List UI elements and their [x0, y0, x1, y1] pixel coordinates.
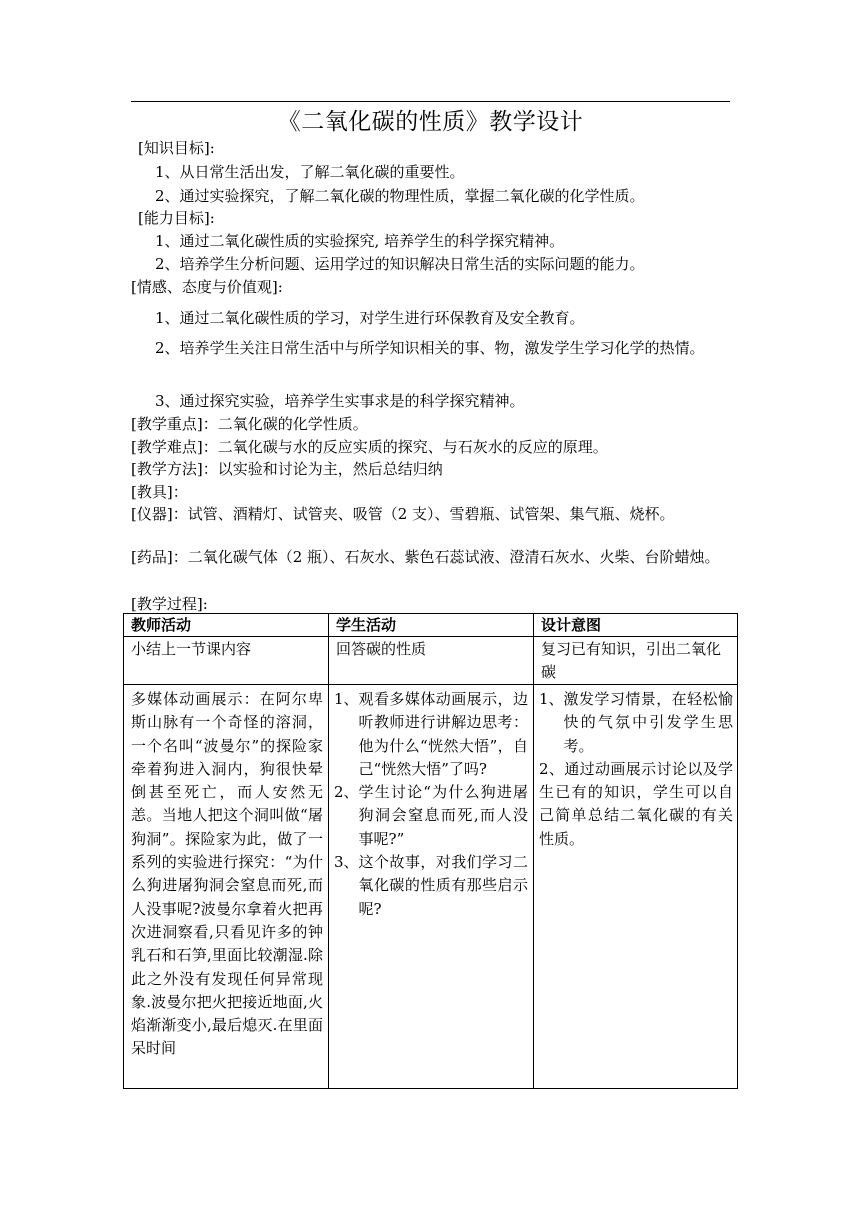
list-number: 1、: [334, 690, 359, 708]
header-rule: [131, 101, 730, 102]
knowledge-goal-label: [知识目标]:: [138, 139, 215, 157]
emotion-goal-item-1: 1、通过二氧化碳性质的学习，对学生进行环保教育及安全教育。: [155, 309, 585, 327]
list-text: 这个故事，对我们学习二氧化碳的性质有那些启示呢?: [358, 853, 528, 918]
table-border-right: [737, 613, 738, 1088]
table-col-divider-1: [328, 613, 329, 1088]
list-text: 激发学习情景，在轻松愉快的气氛中引发学生思考。: [563, 690, 733, 755]
list-number: 2、: [334, 783, 359, 802]
reagents: [药品]：二氧化碳气体（2 瓶）、石灰水、紫色石蕊试液、澄清石灰水、火柴、台阶蜡烛。: [131, 548, 720, 566]
page-title: 《二氧化碳的性质》教学设计: [277, 109, 584, 135]
table-border-left: [123, 613, 124, 1088]
ability-goal-item-1: 1、通过二氧化碳性质的实验探究, 培养学生的科学探究精神。: [155, 232, 565, 250]
list-number: 1、: [539, 690, 564, 708]
table-header-student: 学生活动: [336, 616, 397, 634]
table-col-divider-2: [533, 613, 534, 1088]
intent-item: [539, 688, 733, 758]
list-text: 学生讨论“为什么狗进屠狗洞会窒息而死,而人没事呢?”: [358, 783, 528, 848]
teaching-method: [教学方法]：以实验和讨论为主，然后总结归纳: [131, 460, 443, 478]
row2-student-cell: [334, 688, 528, 921]
instruments: [仪器]：试管、酒精灯、试管夹、吸管（2 支）、雪碧瓶、试管架、集气瓶、烧杯。: [131, 505, 675, 523]
knowledge-goal-item-1: 1、从日常生活出发，了解二氧化碳的重要性。: [155, 163, 465, 181]
row2-teacher-cell: 多媒体动画展示：在阿尔卑斯山脉有一个奇怪的溶洞，一个名叫“波曼尔”的探险家牵着狗进入洞内，狗很快晕倒甚至死亡，而人安然无恙。当地人把这个洞叫做“屠狗洞”。探险家为此，做了一系列的实验进行探究：“为什么狗进屠狗洞会窒息而死,而人没事呢?波曼尔拿着火把再次进洞察看,只看见许多的钟乳石和石笋,里面比较潮湿.除此之外没有发现任何异常现象.波曼尔把火把接近地面,火焰渐渐变小,最后熄灭.在里面呆时间: [131, 690, 323, 1058]
student-activity-item: [334, 851, 528, 921]
list-text: 通过动画展示讨论以及学生已有的知识，学生可以自己简单总结二氧化碳的有关性质。: [539, 759, 733, 848]
teaching-tools-label: [教具]：: [131, 483, 188, 501]
row2-intent-cell: [539, 688, 733, 851]
teaching-difficulty: [教学难点]：二氧化碳与水的反应实质的探究、与石灰水的反应的原理。: [131, 438, 608, 456]
emotion-goal-item-2: 2、培养学生关注日常生活中与所学知识相关的事、物，激发学生学习化学的热情。: [155, 339, 705, 357]
list-text: 观看多媒体动画展示，边听教师进行讲解边思考：他为什么“恍然大悟”，自己“恍然大悟”了吗?: [358, 690, 528, 778]
table-row-divider: [123, 684, 738, 685]
emotion-goal-label: [情感、态度与价值观]:: [131, 278, 283, 296]
emotion-goal-item-3: 3、通过探究实验，培养学生实事求是的科学探究精神。: [155, 392, 525, 410]
ability-goal-label: [能力目标]:: [138, 209, 215, 227]
row1-intent-cell: 复习已有知识，引出二氧化碳: [541, 640, 722, 681]
table-header-intent: 设计意图: [541, 616, 602, 634]
process-label: [教学过程]:: [131, 595, 208, 613]
ability-goal-item-2: 2、培养学生分析问题、运用学过的知识解决日常生活的实际问题的能力。: [155, 255, 645, 273]
knowledge-goal-item-2: 2、通过实验探究，了解二氧化碳的物理性质，掌握二氧化碳的化学性质。: [155, 187, 645, 205]
student-activity-item: [334, 781, 528, 851]
list-number: 3、: [334, 853, 359, 872]
teaching-focus: [教学重点]：二氧化碳的化学性质。: [131, 415, 368, 433]
intent-item: [539, 758, 733, 851]
student-activity-item: [334, 688, 528, 781]
list-number: 2、: [539, 759, 565, 778]
table-header-teacher: 教师活动: [131, 616, 192, 634]
table-border-bottom: [123, 1088, 738, 1089]
row1-student-cell: 回答碳的性质: [336, 640, 427, 658]
row1-teacher-cell: 小结上一节课内容: [131, 640, 252, 658]
